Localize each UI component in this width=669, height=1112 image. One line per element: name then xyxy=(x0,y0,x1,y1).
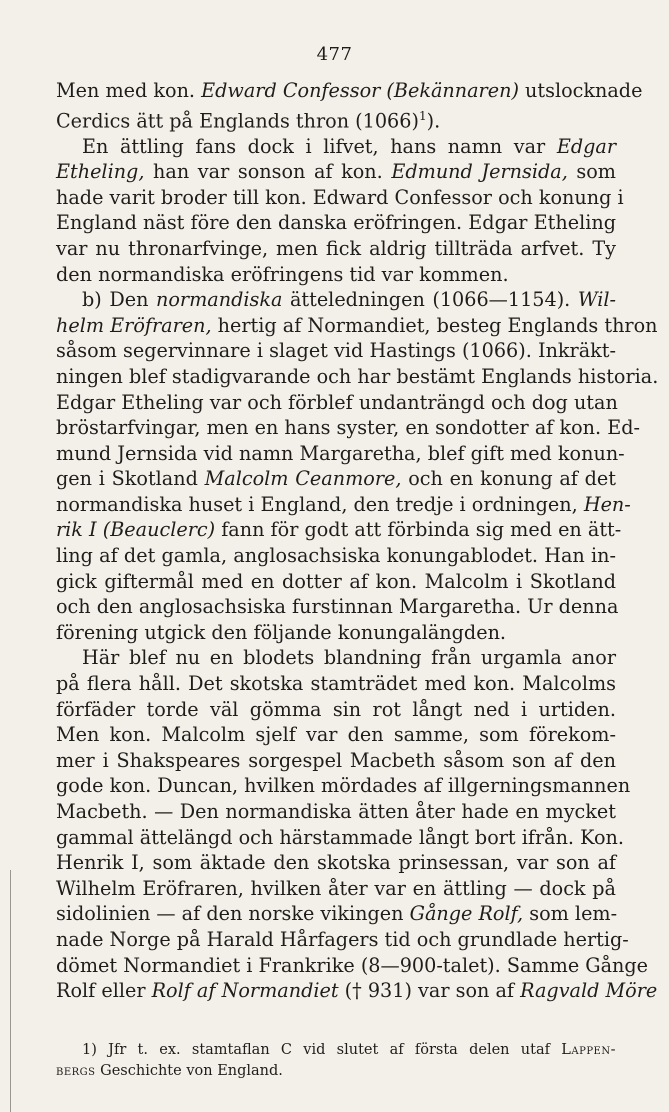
text-run: förfäder torde väl gömma sin rot långt ned i urtiden. xyxy=(56,697,616,721)
text-run: och den anglosachsiska furstinnan Margaretha. Ur denna xyxy=(56,595,619,619)
text-run: ). xyxy=(426,108,441,132)
text-run: Här blef nu en blodets blandning från urgamla anor xyxy=(82,646,616,670)
text-run: mer i Shakspeares sorgespel Macbeth såsom son af den xyxy=(56,748,616,772)
text-line xyxy=(56,78,643,104)
italic-text: Hen- xyxy=(583,492,631,516)
text-line xyxy=(56,441,625,467)
text-line xyxy=(56,210,616,236)
text-run: England näst före den danska eröfringen. Edgar Etheling xyxy=(56,211,616,235)
text-line xyxy=(56,262,616,288)
body-text xyxy=(56,78,659,1004)
footnote-line xyxy=(56,1061,616,1082)
text-run: Macbeth. — Den normandiska ätten åter hade en mycket xyxy=(56,800,616,824)
italic-text: Etheling, xyxy=(56,160,145,184)
text-run: († 931) var son af xyxy=(338,979,521,1003)
text-run: var nu thronarfvinge, men fick aldrig tillträda arfvet. Ty xyxy=(56,236,616,260)
text-run: Edgar Etheling var och förblef undanträngd och dog utan xyxy=(56,390,618,414)
text-run: Wilhelm Eröfraren, hvilken åter var en ättling — dock på xyxy=(56,876,616,900)
text-line xyxy=(56,671,616,697)
footnote-line xyxy=(56,1040,616,1061)
text-run: på flera håll. Det skotska stamträdet med kon. Malcolms xyxy=(56,672,616,696)
text-run: En ättling fans dock i lifvet, hans namn var xyxy=(82,134,557,158)
page-edge-line xyxy=(10,870,11,1112)
text-line xyxy=(56,825,624,851)
italic-text: Edgar xyxy=(556,134,616,158)
text-run: bröstarfvingar, men en hans syster, en sondotter af kon. Ed- xyxy=(56,416,640,440)
text-line xyxy=(56,390,616,416)
text-line xyxy=(56,287,616,313)
text-run: gammal ättelängd och härstammade långt bort ifrån. Kon. xyxy=(56,825,624,849)
text-line xyxy=(56,748,616,774)
text-run: fann för godt att förbinda sig med en ätt- xyxy=(215,518,622,542)
text-run: Men med kon. xyxy=(56,79,202,102)
text-line xyxy=(56,104,616,134)
text-line xyxy=(56,773,631,799)
italic-text: Wil- xyxy=(577,288,616,312)
text-line xyxy=(56,338,616,364)
page-number: 477 xyxy=(316,44,353,65)
text-line xyxy=(56,159,616,185)
text-line xyxy=(56,876,616,902)
text-run: sidolinien — af den norske vikingen xyxy=(56,902,410,926)
text-line xyxy=(56,185,624,211)
text-run: gode kon. Duncan, hvilken mördades af illgerningsmannen xyxy=(56,774,631,798)
text-run: ling af det gamla, anglosachsiska konungablodet. Han in- xyxy=(56,544,616,568)
text-run: ningen blef stadigvarande och har bestämt Englands historia. xyxy=(56,364,659,388)
text-run: utslocknade xyxy=(518,79,643,102)
text-run: han var sonson af kon. xyxy=(144,160,392,184)
italic-text: Edward Confessor (Bekännaren) xyxy=(201,79,519,102)
text-line xyxy=(56,620,616,646)
text-line xyxy=(56,492,631,518)
text-run: såsom segervinnare i slaget vid Hastings (1066). Inkräkt- xyxy=(56,339,616,363)
text-run: gen i Skotland xyxy=(56,467,205,491)
text-run: hertig af Normandiet, besteg Englands thron xyxy=(211,313,658,337)
italic-text: normandiska xyxy=(156,288,283,312)
text-line xyxy=(56,517,622,543)
text-line xyxy=(56,645,616,671)
text-line xyxy=(56,134,616,160)
italic-text: Rolf af Normandiet xyxy=(151,979,339,1003)
italic-text: Ragvald Möre xyxy=(520,979,658,1003)
text-run: som lem- xyxy=(523,902,618,926)
text-run: ätteledningen (1066—1154). xyxy=(282,288,578,312)
text-run: normandiska huset i England, den tredje i ordningen, xyxy=(56,492,584,516)
text-run: b) Den xyxy=(82,288,156,312)
footnote xyxy=(56,1040,616,1082)
footnote-author: bergs xyxy=(56,1063,96,1079)
text-run: mund Jernsida vid namn Margaretha, blef gift med konun- xyxy=(56,441,625,465)
italic-text: rik I (Beauclerc) xyxy=(56,518,216,542)
text-run: den normandiska eröfringens tid var kommen. xyxy=(56,262,509,286)
text-run: Rolf eller xyxy=(56,979,152,1003)
italic-text: Edmund Jernsida, xyxy=(391,160,568,184)
text-run: förening utgick den följande konungalängden. xyxy=(56,620,507,644)
text-run: hade varit broder till kon. Edward Confessor och konung i xyxy=(56,185,624,209)
text-line xyxy=(56,697,616,723)
footnote-text: Geschichte von England. xyxy=(95,1063,283,1079)
text-run: dömet Normandiet i Frankrike (8—900-talet). Samme Gånge xyxy=(56,953,649,977)
text-run: Henrik I, som äktade den skotska prinsessan, var son af xyxy=(56,851,616,875)
footnote-ref: 1 xyxy=(418,108,427,123)
italic-text: helm Eröfraren, xyxy=(56,313,212,337)
text-line xyxy=(56,236,616,262)
footnote-author: Lappen- xyxy=(561,1042,617,1058)
text-line xyxy=(56,850,616,876)
text-run: Men kon. Malcolm sjelf var den samme, som förekom- xyxy=(56,723,616,747)
text-line xyxy=(56,569,616,595)
text-line xyxy=(56,799,616,825)
italic-text: Gånge Rolf, xyxy=(409,902,524,926)
text-run: och en konung af det xyxy=(401,467,616,491)
text-line xyxy=(56,927,629,953)
text-line xyxy=(56,594,619,620)
text-run: Cerdics ätt på Englands thron (1066) xyxy=(56,108,419,132)
italic-text: Malcolm Ceanmore, xyxy=(204,467,402,491)
text-line xyxy=(56,901,616,927)
text-line xyxy=(56,313,658,339)
text-run: som xyxy=(567,160,617,184)
text-line xyxy=(56,953,649,979)
text-line xyxy=(56,364,659,390)
text-line xyxy=(56,722,616,748)
text-line xyxy=(56,466,616,492)
text-run: gick giftermål med en dotter af kon. Malcolm i Skotland xyxy=(56,569,616,593)
text-line xyxy=(56,543,616,569)
text-line xyxy=(56,978,658,1004)
text-line xyxy=(56,415,640,441)
footnote-text: 1) Jfr t. ex. stamtaflan C vid slutet af första delen utaf xyxy=(82,1042,550,1058)
text-run: nade Norge på Harald Hårfagers tid och grundlade hertig- xyxy=(56,927,629,951)
